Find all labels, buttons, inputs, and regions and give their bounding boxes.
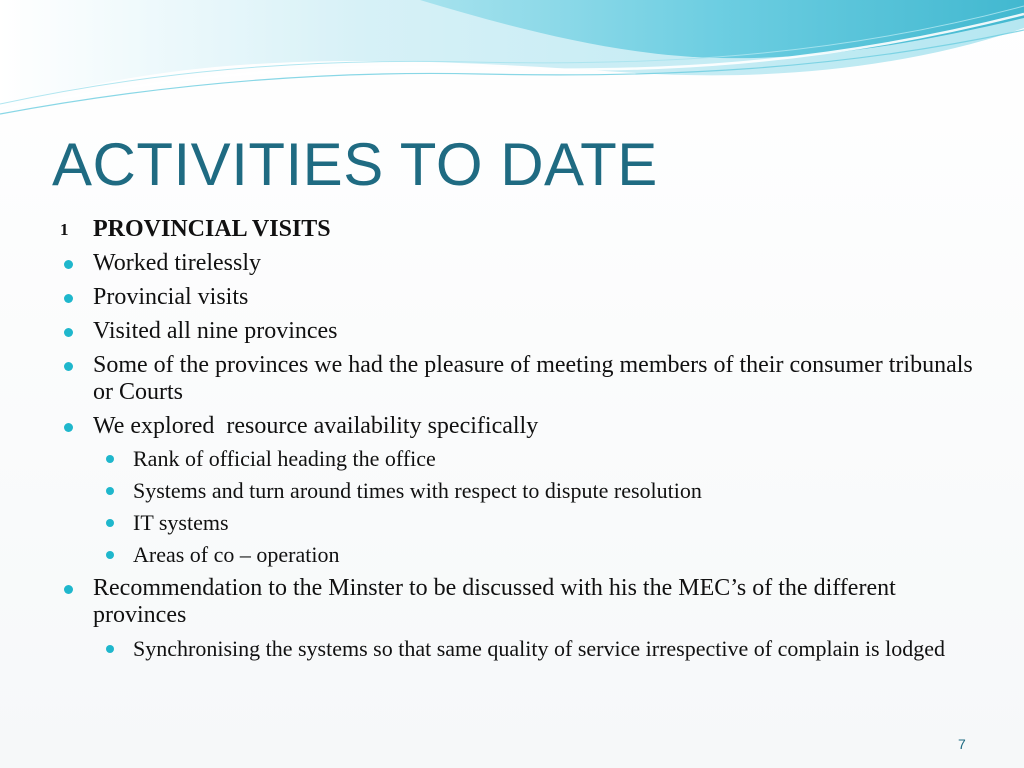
bullet-icon — [64, 294, 73, 303]
section-heading — [56, 216, 976, 243]
sub-bullet-icon — [106, 519, 114, 527]
sub-list-item-text: Areas of co – operation — [133, 542, 340, 567]
page-number: 7 — [958, 736, 966, 752]
section-number: 1 — [60, 220, 69, 239]
sub-bullet-icon — [106, 455, 114, 463]
sub-list-item — [97, 478, 976, 504]
list-item — [56, 284, 976, 311]
bullet-icon — [64, 362, 73, 371]
bullet-icon — [64, 328, 73, 337]
list-item-text: Recommendation to the Minster to be discussed with his the MEC’s of the different provinces — [93, 575, 896, 628]
list-item-recommendation — [56, 575, 976, 629]
sub-bullet-icon — [106, 645, 114, 653]
list-item-text: Provincial visits — [93, 284, 249, 310]
sub-list-item — [97, 446, 976, 472]
list-item — [56, 318, 976, 345]
bullet-icon — [64, 423, 73, 432]
sub-list-item — [97, 636, 976, 662]
list-item — [56, 352, 976, 406]
bullet-icon — [64, 260, 73, 269]
slide-content — [56, 216, 976, 662]
sub-bullet-icon — [106, 551, 114, 559]
list-item-text: Some of the provinces we had the pleasure of meeting members of their consumer tribunals or Courts — [93, 352, 973, 405]
bullet-icon — [64, 585, 73, 594]
list-item-text: Worked tirelessly — [93, 250, 262, 276]
sub-list-item-text: Systems and turn around times with respect to dispute resolution — [133, 478, 702, 503]
slide-title: ACTIVITIES TO DATE — [52, 131, 658, 198]
list-item — [56, 250, 976, 277]
sub-list-item — [97, 510, 976, 536]
sub-list-item — [97, 542, 976, 568]
sub-list-item-text: Rank of official heading the office — [133, 446, 436, 471]
section-heading-text: PROVINCIAL VISITS — [93, 216, 331, 242]
sub-bullet-icon — [106, 487, 114, 495]
sub-list-item-text: IT systems — [133, 510, 229, 535]
list-item — [56, 413, 976, 440]
list-item-text: We explored resource availability specifically — [93, 413, 539, 439]
header-wave — [0, 0, 1024, 120]
list-item-text: Visited all nine provinces — [93, 318, 338, 344]
sub-list-item-text: Synchronising the systems so that same quality of service irrespective of complain is lodged — [133, 636, 945, 661]
